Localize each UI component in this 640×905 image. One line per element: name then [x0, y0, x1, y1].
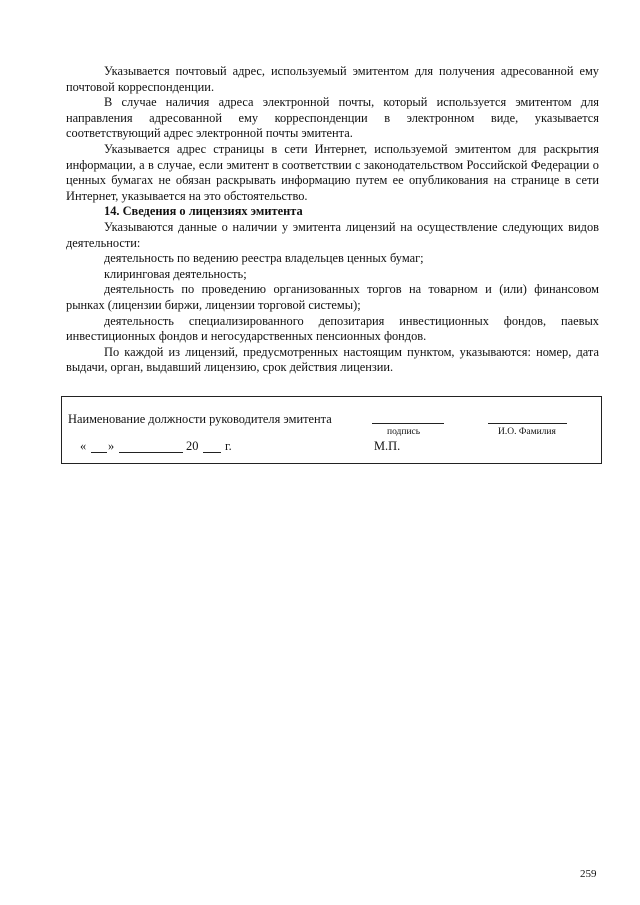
list-item-registry: деятельность по ведению реестра владельцев ценных бумаг;: [104, 251, 424, 266]
body-text: [66, 64, 599, 376]
signature-form-box: [61, 396, 602, 464]
date-open-quote: «: [80, 439, 87, 453]
date-year-suffix: г.: [225, 439, 232, 453]
signature-caption: подпись: [387, 427, 421, 437]
date-month-blank: [119, 452, 183, 453]
date-close-quote: »: [108, 439, 115, 453]
paragraph-license-intro: Указываются данные о наличии у эмитента лицензий на осуществление следующих видов деятельности:: [66, 219, 599, 250]
paragraph-web-page: Указывается адрес страницы в сети Интернет, используемой эмитентом для раскрытия информации, а в случае, если эмитент в соответствии с законодательством Российской Федерации о ценных бумагах не обязан раскрывать информацию путем ее опубликования на странице в сети Интернет, указывается на это обстоятельство.: [66, 141, 599, 203]
page-number: 259: [580, 868, 597, 880]
name-caption: И.О. Фамилия: [498, 427, 556, 437]
list-item-clearing: клиринговая деятельность;: [104, 266, 247, 281]
paragraph-license-details: По каждой из лицензий, предусмотренных настоящим пунктом, указываются: номер, дата выдачи, орган, выдавший лицензию, срок действия лицензии.: [66, 344, 599, 375]
seal-label: М.П.: [374, 439, 401, 453]
position-title-label: Наименование должности руководителя эмитента: [68, 412, 332, 426]
date-year-prefix: 20: [186, 439, 199, 453]
list-item-depository: деятельность специализированного депозитария инвестиционных фондов, паевых инвестиционных фондов и негосударственных пенсионных фондов.: [66, 313, 599, 344]
paragraph-postal-address: Указывается почтовый адрес, используемый эмитентом для получения адресованной ему почтовой корреспонденции.: [66, 64, 599, 94]
paragraph-email-address: В случае наличия адреса электронной почты, который используется эмитентом для направления адресованной ему корреспонденции в электронном виде, указывается соответствующий адрес электронной почты эмитента.: [66, 95, 599, 141]
date-year-blank: [203, 452, 221, 453]
signature-line: [372, 423, 444, 424]
name-line: [488, 423, 567, 424]
date-day-blank: [91, 452, 107, 453]
list-item-trading: деятельность по проведению организованных торгов на товарном и (или) финансовом рынках (лицензии биржи, лицензии торговой системы);: [66, 282, 599, 312]
section-heading-licenses: 14. Сведения о лицензиях эмитента: [104, 204, 303, 219]
